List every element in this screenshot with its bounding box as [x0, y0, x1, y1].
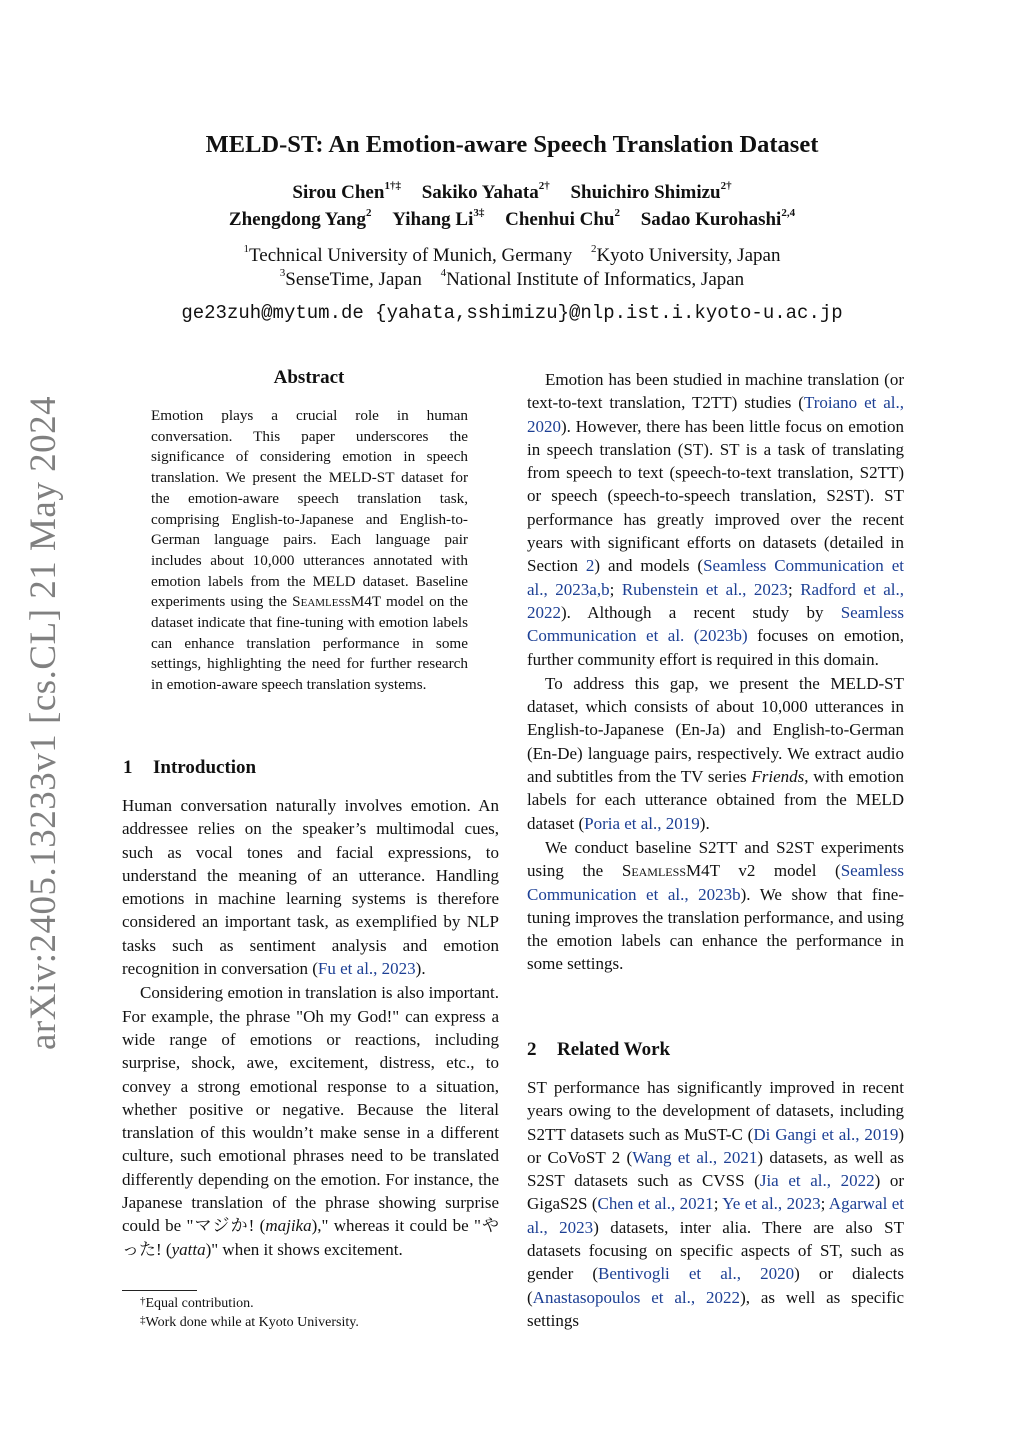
author-line-1 — [0, 182, 1024, 204]
section-heading-related-work: 2 Related Work — [527, 1039, 671, 1060]
abstract-heading: Abstract — [273, 367, 345, 388]
affiliation: $^1$Technical University of Munich, Germany — [243, 243, 573, 266]
paragraph: We conduct baseline S2TT and S2ST experiments using the SeamlessM4T v2 model (Seamless Communication et al., 2023b). We show that fine-tuning improves the translation performance, and using the emotion labels can enhance the performance in some settings. — [527, 837, 904, 974]
author: Sakiko Yahata$^{2\dagger}$ — [421, 180, 550, 203]
author: Sirou Chen$^{1\dagger\ddagger}$ — [292, 180, 401, 203]
footnote-rule — [122, 1290, 197, 1291]
paragraph: Human conversation naturally involves emotion. An addressee relies on the speaker’s multimodal cues, such as vocal tones and facial expressions, to understand the meaning of an utterance. Handling emotions in machine learning systems is therefore considered an important task, as exemplified by NLP tasks such as sentiment analysis and emotion recognition in conversation (Fu et al., 2023). — [122, 796, 499, 979]
citation-link[interactable]: Ye et al., 2023 — [722, 1194, 821, 1214]
paragraph: To address this gap, we present the MELD-ST dataset, which consists of about 10,000 utterances in English-to-Japanese (En-Ja) and English-to-German (En-De) language pairs, respectively. We extract audio and subtitles from the TV series Friends, with emotion labels for each utterance obtained from the MELD dataset (Poria et al., 2019). — [527, 673, 904, 833]
left-column — [122, 794, 499, 1261]
footnotes — [140, 1294, 359, 1332]
author: Sadao Kurohashi$^{2,4}$ — [640, 207, 796, 230]
citation-link[interactable]: Wang et al., 2021 — [632, 1147, 758, 1167]
author: Chenhui Chu$^2$ — [505, 207, 620, 230]
citation-link[interactable]: Jia et al., 2022 — [759, 1171, 875, 1191]
section-link[interactable]: 2 — [585, 556, 595, 576]
author-line-2 — [0, 209, 1024, 231]
paragraph: Emotion has been studied in machine translation (or text-to-text translation, T2TT) studies (Troiano et al., 2020). However, there has been little focus on emotion in speech translation (ST). ST is a task of translating from speech to text (speech-to-text translation, S2TT) or speech (speech-to-speech translation, S2ST). ST performance has greatly improved over the recent years with significant efforts on datasets (detailed in Section 2) and models (Seamless Communication et al., 2023a,b; Rubenstein et al., 2023; Radford et al., 2022). Although a recent study by Seamless Communication et al. (2023b) focuses on emotion, further community effort is required in this domain. — [527, 370, 905, 669]
citation-link[interactable]: Poria et al., 2019 — [584, 813, 700, 833]
citation-link[interactable]: Seamless Communication et al., 2023b — [527, 861, 904, 904]
citation-link[interactable]: Troiano et al., 2020 — [527, 393, 904, 436]
citation-link[interactable]: Di Gangi et al., 2019 — [753, 1124, 899, 1144]
citation-link[interactable]: Agarwal et al., 2023 — [527, 1194, 905, 1237]
paragraph: Considering emotion in translation is also important. For example, the phrase "Oh my God!" can express a wide range of emotions or reactions, including surprise, shock, awe, excitement, distress, etc., to convey a strong emotional response to a situation, whether positive or negative. Because the literal translation of this wouldn’t make sense in a different culture, such emotional phrases need to be translated differently depending on the emotion. For instance, the Japanese translation of the phrase showing surprise could be "マジか! (majika)," whereas it could be "やった! (yatta)" when it shows excitement. — [122, 983, 499, 1259]
citation-link[interactable]: Seamless Communication et al. (2023b) — [527, 602, 904, 646]
citation-link[interactable]: Seamless Communication et al., 2023a,b — [527, 556, 904, 599]
citation-link[interactable]: Bentivogli et al., 2020 — [598, 1264, 795, 1284]
paragraph: ST performance has significantly improved in recent years owing to the development of datasets, including S2TT datasets such as MuST-C (Di Gangi et al., 2019) or CoVoST 2 (Wang et al., 2021) datasets, as well as S2ST datasets such as CVSS (Jia et al., 2022) or GigaS2S (Chen et al., 2021; Ye et al., 2023; Agarwal et al., 2023) datasets, inter alia. There are also ST datasets focusing on specific aspects of ST, such as gender (Bentivogli et al., 2020) or dialects (Anastasopoulos et al., 2022), as well as specific settings — [527, 1078, 905, 1330]
citation-link[interactable]: Anastasopoulos et al., 2022 — [532, 1287, 741, 1307]
arxiv-stamp: arXiv:2405.13233v1 [cs.CL] 21 May 2024 — [23, 395, 64, 1050]
citation-link[interactable]: Fu et al., 2023 — [317, 959, 416, 979]
footnote: ‡Work done while at Kyoto University. — [140, 1314, 359, 1330]
affiliation: $^2$Kyoto University, Japan — [590, 243, 781, 266]
affiliation: $^4$National Institute of Informatics, Japan — [440, 267, 745, 290]
section-heading-introduction: 1 Introduction — [123, 757, 257, 778]
right-column-bottom — [527, 1076, 904, 1332]
paper-title: MELD-ST: An Emotion-aware Speech Translation Dataset — [205, 131, 819, 158]
citation-link[interactable]: Radford et al., 2022 — [527, 579, 904, 622]
footnote: †Equal contribution. — [140, 1295, 254, 1311]
affiliation: $^3$SenseTime, Japan — [279, 267, 422, 290]
affiliation-line-2 — [0, 269, 1024, 291]
right-column-top — [527, 368, 904, 976]
citation-link[interactable]: Rubenstein et al., 2023 — [621, 579, 788, 599]
author-emails: ge23zuh@mytum.de {yahata,sshimizu}@nlp.ist.i.kyoto-u.ac.jp — [181, 302, 843, 324]
author: Shuichiro Shimizu$^{2\dagger}$ — [570, 180, 732, 203]
author: Zhengdong Yang$^2$ — [228, 207, 372, 230]
affiliation-line-1 — [0, 245, 1024, 267]
citation-link[interactable]: Chen et al., 2021 — [597, 1194, 714, 1214]
author: Yihang $Li^{3\ddagger}$ — [392, 207, 485, 230]
abstract-body: Emotion plays a crucial role in human conversation. This paper underscores the significance of considering emotion in speech translation. We present the MELD-ST dataset for the emotion-aware speech translation task, comprising English-to-Japanese and English-to-German language pairs. Each language pair includes about 10,000 utterances annotated with emotion labels from the MELD dataset. Baseline experiments using the SeamlessM4T model on the dataset indicate that fine-tuning with emotion labels can enhance translation performance in some settings, highlighting the need for further research in emotion-aware speech translation systems. — [151, 407, 468, 694]
